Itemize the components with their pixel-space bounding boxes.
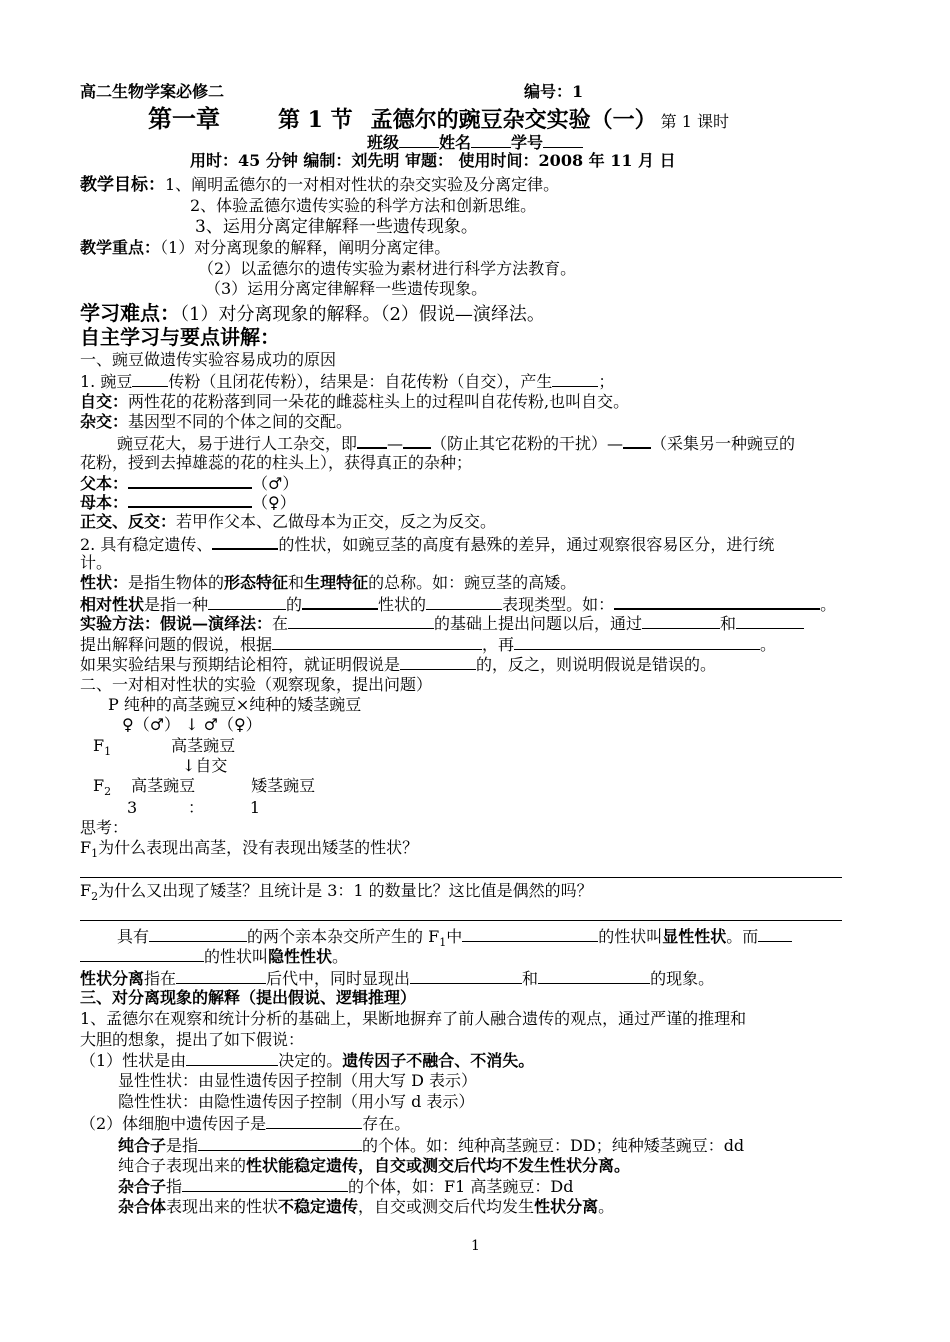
s1-line-1 — [80, 371, 614, 392]
s1-line-9 — [80, 533, 774, 555]
number-label: 学号 — [511, 133, 544, 152]
s1-line-4 — [117, 432, 795, 454]
text: 是指 — [166, 1136, 199, 1155]
blank[interactable] — [302, 593, 378, 610]
question-2 — [80, 881, 593, 907]
text: 显性性状 — [662, 927, 727, 946]
female-symbol: （♀） — [252, 493, 296, 512]
text: 不稳定遗传 — [278, 1197, 359, 1216]
cross-sex-line: ♀（♂） ↓ ♂（♀） — [122, 715, 262, 734]
text: ，再 — [482, 635, 515, 654]
s1-line-14 — [80, 634, 776, 655]
relative-trait-label: 相对性状 — [80, 595, 145, 614]
homozygote-def — [118, 1135, 744, 1156]
blank[interactable] — [400, 654, 476, 670]
section-3-heading: 三、对分离现象的解释（提出假说、逻辑推理） — [80, 988, 417, 1007]
text: 为什么表现出高茎，没有表现出矮茎的性状？ — [98, 838, 419, 857]
text: 和 — [720, 614, 737, 633]
text: 若甲作父本、乙做母本为正交，反之为反交。 — [176, 512, 497, 531]
heterozygote-def — [118, 1176, 573, 1197]
s1-line-10: 计。 — [80, 553, 113, 572]
text: 基因型不同的个体之间的交配。 — [128, 412, 353, 431]
number-blank[interactable] — [543, 132, 583, 148]
text: F — [80, 881, 92, 900]
difficulty-text: （1）对分离现象的解释。（2）假说—演绎法。 — [180, 304, 545, 325]
selfing-label: 自交： — [80, 392, 129, 411]
text: 1 — [439, 936, 447, 950]
class-blank[interactable] — [399, 132, 439, 148]
title-chapter: 第一章 — [148, 104, 220, 133]
difficulty-label: 学习难点： — [80, 301, 180, 325]
blank[interactable] — [462, 926, 598, 942]
text: 和 — [288, 573, 305, 592]
text: 的，反之，则说明假说是错误的。 — [476, 655, 717, 674]
text: （采集另一种豌豆的 — [651, 434, 796, 453]
text: 指 — [166, 1177, 183, 1196]
s1-trait — [80, 573, 576, 593]
hypothesis-2 — [80, 1113, 410, 1134]
blank[interactable] — [186, 1050, 278, 1066]
text: — — [387, 434, 404, 453]
text: 生理特征 — [304, 573, 369, 592]
s1-line-15 — [80, 654, 716, 675]
key-point-item: （2）以孟德尔的遗传实验为素材进行科学方法教育。 — [198, 259, 577, 278]
title-name: 孟德尔的豌豆杂交实验（一） — [370, 107, 657, 133]
blank[interactable] — [552, 371, 598, 387]
method-label: 实验方法：假说—演绎法： — [80, 614, 273, 633]
text: 性状分离 — [534, 1197, 599, 1216]
text: 杂合体 — [118, 1197, 167, 1216]
text: 提出解释问题的假说，根据 — [80, 635, 273, 654]
text: 矮茎豌豆 — [251, 776, 316, 795]
text: 中 — [446, 927, 463, 946]
text: （1）性状是由 — [80, 1051, 187, 1070]
blank[interactable] — [736, 613, 804, 629]
text: 是指生物体的 — [128, 573, 225, 592]
self-study-heading: 自主学习与要点讲解： — [80, 325, 280, 349]
hypothesis-1 — [80, 1050, 534, 1071]
text: 两性花的花粉落到同一朵花的雌蕊柱头上的过程叫自花传粉,也叫自交。 — [128, 392, 630, 411]
key-points-label: 教学重点： — [80, 238, 161, 257]
text: 的个体，如：F1 高茎豌豆：Dd — [348, 1177, 574, 1196]
text: 具有 — [117, 927, 150, 946]
text: F — [80, 838, 92, 857]
student-fields — [367, 132, 583, 153]
text: 的性状叫 — [598, 927, 663, 946]
text: 存在。 — [362, 1114, 411, 1133]
cross-label: 杂交： — [80, 412, 129, 431]
blank[interactable] — [182, 1176, 348, 1192]
text: 1. 豌豆 — [80, 372, 133, 391]
s3-para-2: 大胆的想象，提出了如下假说： — [80, 1030, 305, 1049]
objectives-label: 教学目标： — [80, 175, 165, 195]
blank[interactable] — [426, 594, 502, 610]
text: 的两个亲本杂交所产生的 F — [247, 927, 440, 946]
text: 1 — [91, 847, 99, 861]
text: 。 — [820, 595, 837, 614]
blank[interactable] — [614, 593, 820, 610]
male-symbol: （♂） — [252, 474, 299, 493]
blank[interactable] — [132, 371, 168, 387]
cross-ratio: 3 ： 1 — [127, 798, 260, 817]
question-1 — [80, 838, 418, 864]
text: 的性状叫 — [204, 947, 269, 966]
f2-sub: 2 — [104, 785, 112, 799]
homozygote-label: 纯合子 — [118, 1136, 167, 1155]
key-points-line-1 — [80, 238, 450, 258]
text: 纯合子表现出来的 — [118, 1156, 247, 1175]
s1-mother — [80, 491, 296, 513]
heterozygote-label: 杂合子 — [118, 1177, 167, 1196]
blank[interactable] — [272, 634, 482, 650]
text: 隐性性状 — [268, 947, 333, 966]
text: 。 — [332, 947, 349, 966]
blank[interactable] — [514, 634, 760, 650]
answer-line[interactable] — [80, 920, 842, 921]
blank[interactable] — [128, 472, 252, 489]
f2-label: F — [93, 776, 105, 795]
text: 和 — [522, 969, 539, 988]
blank[interactable] — [410, 968, 522, 984]
info-line: 用时：45 分钟 编制：刘先明 审题： 使用时间：2008 年 11 月 日 — [190, 151, 676, 170]
text: 如果实验结果与预期结论相符，就证明假说是 — [80, 655, 401, 674]
text: 的总称。如：豌豆茎的高矮。 — [368, 573, 577, 592]
segregation-def — [80, 968, 714, 989]
blank[interactable] — [212, 533, 278, 550]
objective-item: 2、体验孟德尔遗传实验的科学方法和创新思维。 — [190, 196, 537, 215]
blank[interactable] — [128, 491, 252, 508]
blank[interactable] — [357, 432, 387, 449]
text: 的基础上提出问题以后，通过 — [434, 614, 643, 633]
father-label: 父本： — [80, 474, 129, 493]
text: 后代中，同时显现出 — [266, 969, 411, 988]
text: 高茎豌豆 — [171, 736, 236, 755]
page-number: 1 — [471, 1238, 480, 1254]
text: 的 — [286, 595, 303, 614]
text: 。而 — [726, 927, 759, 946]
course-label: 高二生物学案必修二 — [80, 82, 225, 101]
cross-p-line: P 纯种的高茎豌豆×纯种的矮茎豌豆 — [108, 695, 362, 714]
text: 豌豆花大，易于进行人工杂交，即 — [117, 434, 358, 453]
blank[interactable] — [266, 1113, 362, 1129]
text: 表现类型。如： — [502, 595, 615, 614]
text: 表现出来的性状 — [166, 1197, 279, 1216]
objectives-line-1 — [80, 175, 559, 195]
homozygote-note — [118, 1156, 630, 1176]
text: 传粉（且闭花传粉），结果是：自花传粉（自交），产生 — [168, 372, 553, 391]
section-1-heading: 一、豌豆做遗传实验容易成功的原因 — [80, 350, 337, 369]
blank[interactable] — [623, 432, 651, 449]
text: 。 — [598, 1197, 615, 1216]
text: 。 — [760, 635, 777, 654]
blank[interactable] — [198, 1135, 362, 1151]
text: 的现象。 — [650, 969, 715, 988]
key-point-item: （3）运用分离定律解释一些遗传现象。 — [205, 279, 488, 298]
f1-sub: 1 — [104, 745, 112, 759]
name-label: 姓名 — [439, 133, 472, 152]
blank[interactable] — [80, 946, 204, 962]
text: ，自交或测交后代均发生 — [358, 1197, 535, 1216]
mother-label: 母本： — [80, 493, 129, 512]
blank[interactable] — [176, 968, 266, 984]
answer-line[interactable] — [80, 877, 842, 878]
blank[interactable] — [758, 926, 792, 942]
doc-number: 编号：1 — [524, 82, 584, 101]
s1-cross — [80, 412, 352, 432]
s1-method — [80, 613, 804, 634]
s1-line-5: 花粉，授到去掉雄蕊的花的柱头上），获得真正的杂种； — [80, 453, 473, 472]
objective-item: 3、运用分离定律解释一些遗传现象。 — [195, 217, 478, 237]
blank[interactable] — [403, 432, 431, 449]
title-section: 第 1 节 — [278, 107, 353, 133]
title-lesson: 第 1 课时 — [660, 112, 730, 131]
s1-reciprocal — [80, 512, 496, 532]
text: 形态特征 — [224, 573, 289, 592]
blank[interactable] — [538, 968, 650, 984]
text: 2. 具有稳定遗传、 — [80, 535, 213, 554]
text: 的个体。如：纯种高茎豌豆：DD；纯种矮茎豌豆：dd — [362, 1136, 745, 1155]
key-point-item: （1）对分离现象的解释，阐明分离定律。 — [160, 238, 451, 257]
text: 性状的 — [378, 595, 427, 614]
f1-label: F — [93, 736, 105, 755]
segregation-label: 性状分离 — [80, 969, 145, 988]
text: 2 — [91, 890, 99, 904]
text: 性状能稳定遗传，自交或测交后代均不发生性状分离。 — [246, 1156, 631, 1175]
recessive-def — [80, 946, 348, 967]
cross-self-arrow: ↓自交 — [182, 756, 228, 775]
dominant-factor: 显性性状：由显性遗传因子控制（用大写 D 表示） — [118, 1071, 478, 1090]
text: 的性状，如豌豆茎的高度有悬殊的差异，通过观察很容易区分，进行统 — [278, 535, 775, 554]
text: 是指一种 — [144, 595, 209, 614]
text: 指在 — [144, 969, 177, 988]
s1-relative-trait — [80, 593, 836, 615]
trait-label: 性状： — [80, 573, 129, 592]
heterozygote-note — [118, 1197, 614, 1217]
text: （防止其它花粉的干扰）— — [431, 434, 624, 453]
objective-item: 1、阐明孟德尔的一对相对性状的杂交实验及分离定律。 — [165, 175, 560, 194]
text: 决定的。 — [278, 1051, 343, 1070]
blank[interactable] — [208, 594, 286, 610]
text: 为什么又出现了矮茎？且统计是 3：1 的数量比？这比值是偶然的吗？ — [98, 881, 593, 900]
think-label: 思考： — [80, 818, 129, 837]
s3-para-1: 1、孟德尔在观察和统计分析的基础上，果断地摒弃了前人融合遗传的观点，通过严谨的推理和 — [80, 1009, 747, 1028]
text: ； — [598, 372, 615, 391]
blank[interactable] — [149, 926, 247, 942]
class-label: 班级 — [367, 133, 400, 152]
text: （2）体细胞中遗传因子是 — [80, 1114, 267, 1133]
blank[interactable] — [642, 613, 720, 629]
name-blank[interactable] — [471, 132, 511, 148]
text: 在 — [272, 614, 289, 633]
recessive-factor: 隐性性状：由隐性遗传因子控制（用小写 d 表示） — [118, 1092, 475, 1111]
blank[interactable] — [288, 613, 434, 629]
text: 遗传因子不融合、不消失。 — [342, 1051, 535, 1070]
text: 高茎豌豆 — [131, 776, 196, 795]
reciprocal-label: 正交、反交： — [80, 512, 177, 531]
section-2-heading: 二、一对相对性状的实验（观察现象，提出问题） — [80, 675, 433, 694]
s1-selfing — [80, 392, 629, 412]
